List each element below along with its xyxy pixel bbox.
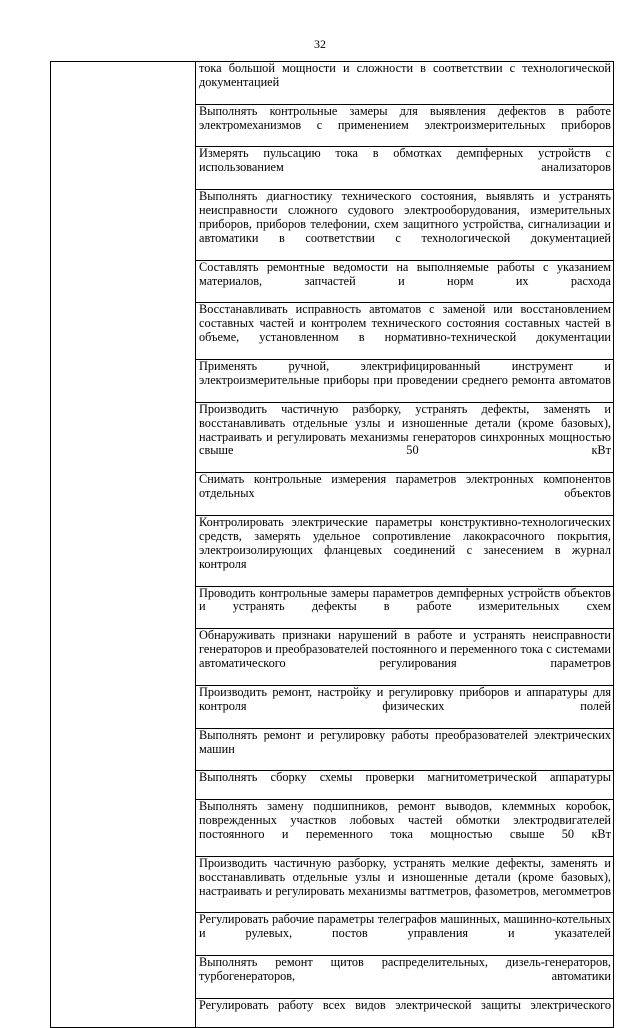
row-text: Составлять ремонтные ведомости на выполняемые работы с указанием материалов, запчастей и норм их расхода	[199, 259, 611, 288]
table-cell	[196, 516, 614, 587]
row-text: Проводить контрольные замеры параметров демпферных устройств объектов и устранять дефекты в работе измерительных схем	[199, 585, 611, 614]
row-text: Восстанавливать исправность автоматов с заменой или восстановлением составных частей и контролем технического состояния составных частей в объеме, установленном в нормативно-технической документации	[199, 302, 611, 345]
row-text: Выполнять ремонт щитов распределительных, дизель-генераторов, турбогенераторов, автоматики	[199, 955, 611, 983]
table-cell	[196, 104, 614, 147]
table-cell	[196, 147, 614, 190]
row-text: Обнаруживать признаки нарушений в работе и устранять неисправности генераторов и преобразователей постоянного и переменного тока с системами автоматического регулирования параметров	[199, 628, 611, 671]
row-text: Производить частичную разборку, устранять мелкие дефекты, заменять и восстанавливать отдельные узлы и изношенные детали (кроме базовых), настраивать и регулировать механизмы ваттметров, фазометров, мегомметров	[199, 855, 611, 898]
table-cell	[196, 998, 614, 1027]
row-text: Измерять пульсацию тока в обмотках демпферных устройств с использованием анализаторов	[199, 146, 611, 175]
row-text: Контролировать электрические параметры конструктивно-технологических средств, замерять удельное сопротивление лакокрасочного покрытия, электроизолирующих фланцевых соединений с занесением в журнал контроля	[199, 515, 611, 571]
labor-functions-table	[50, 61, 614, 1028]
table-cell	[196, 800, 614, 857]
left-column-cell	[51, 62, 196, 1028]
row-text: Применять ручной, электрифицированный инструмент и электроизмерительные приборы при проведении среднего ремонта автоматов	[199, 359, 611, 387]
row-text: Регулировать работу всех видов электрической защиты электрического	[199, 997, 611, 1012]
table-cell	[196, 856, 614, 913]
row-text: Регулировать рабочие параметры телеграфов машинных, машинно-котельных и рулевых, постов управления и указателей	[199, 912, 611, 941]
table-cell	[196, 360, 614, 403]
table-cell	[196, 473, 614, 516]
row-text: Выполнять ремонт и регулировку работы преобразователей электрических машин	[199, 727, 611, 756]
table-cell	[196, 260, 614, 303]
table-cell	[196, 956, 614, 999]
row-text: Выполнять контрольные замеры для выявления дефектов в работе электромеханизмов с применением электроизмерительных приборов	[199, 103, 611, 132]
row-text: Производить частичную разборку, устранять дефекты, заменять и восстанавливать отдельные узлы и изношенные детали (кроме базовых), настраивать и регулировать механизмы генераторов синхронных мощностью свыше 50 кВт	[199, 401, 611, 458]
row-text: Выполнять сборку схемы проверки магнитометрической аппаратуры	[199, 770, 611, 785]
row-text: Производить ремонт, настройку и регулировку приборов и аппаратуры для контроля физических полей	[199, 684, 611, 713]
table-cell	[196, 303, 614, 360]
row-text: тока большой мощности и сложности в соответствии с технологической документацией	[199, 61, 611, 89]
page-number: 32	[314, 37, 326, 51]
table-cell	[196, 62, 614, 105]
table-cell	[196, 190, 614, 261]
table-row	[51, 62, 614, 105]
table-cell	[196, 629, 614, 686]
table-cell	[196, 728, 614, 771]
row-text: Выполнять замену подшипников, ремонт выводов, клеммных коробок, поврежденных участков лобовых частей обмотки электродвигателей постоянного и переменного тока мощностью свыше 50 кВт	[199, 799, 611, 841]
table-cell	[196, 402, 614, 473]
table-cell	[196, 586, 614, 629]
table-cell	[196, 913, 614, 956]
table-cell	[196, 685, 614, 728]
row-text: Снимать контрольные измерения параметров электронных компонентов отдельных объектов	[199, 472, 611, 501]
row-text: Выполнять диагностику технического состояния, выявлять и устранять неисправности сложного судового электрооборудования, измерительных приборов, приборов телефонии, схем защитного устройства, сигнализации и автоматики в соответствии с технологической документацией	[199, 189, 611, 245]
table-cell	[196, 771, 614, 800]
